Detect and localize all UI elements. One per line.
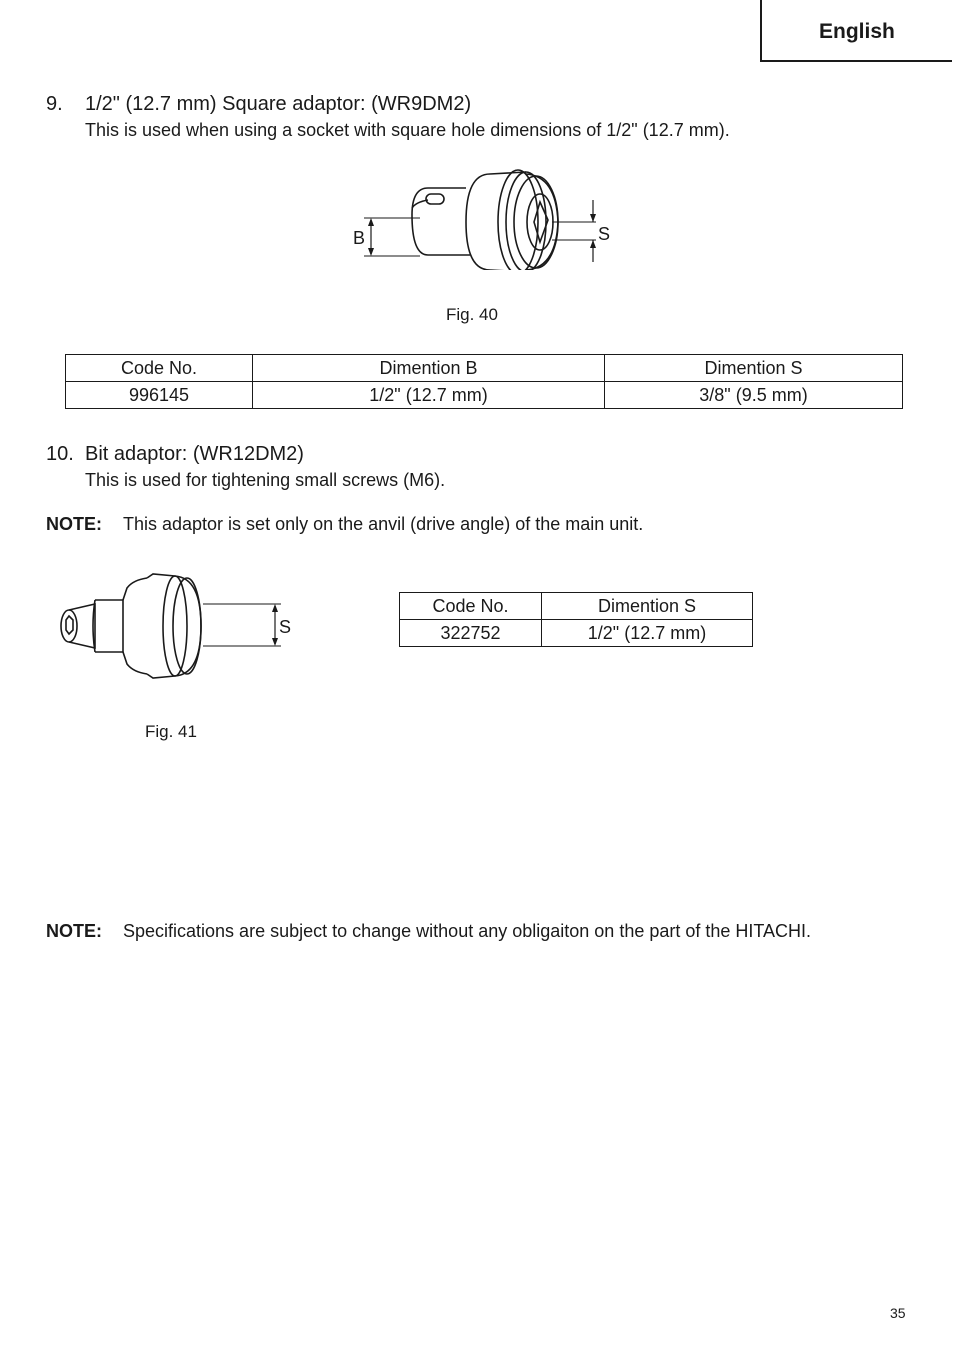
table-header: Dimention S: [542, 593, 753, 620]
table-header-row: [400, 593, 753, 620]
table-row: [400, 620, 753, 647]
table-cell: 3/8" (9.5 mm): [605, 382, 903, 409]
dimension-s-label: S: [598, 224, 611, 244]
section-9-title: 1/2" (12.7 mm) Square adaptor: (WR9DM2): [85, 93, 472, 115]
table-cell: 322752: [400, 620, 542, 647]
table-header: Dimention B: [253, 355, 605, 382]
table-cell: 1/2" (12.7 mm): [542, 620, 753, 647]
language-tab: [760, 0, 952, 62]
fig-40-caption: Fig. 40: [446, 305, 498, 324]
section-10-title: Bit adaptor: (WR12DM2): [85, 443, 304, 465]
table-header-row: [66, 355, 903, 382]
table-row: [66, 382, 903, 409]
dimension-b-label: B: [353, 228, 366, 248]
table-header: Dimention S: [605, 355, 903, 382]
fig-41-caption: Fig. 41: [145, 722, 197, 741]
language-label: English: [819, 20, 895, 43]
table-header: Code No.: [400, 593, 542, 620]
bit-adaptor-illustration: [55, 570, 305, 680]
section-10-description: This is used for tightening small screws (M6).: [85, 470, 446, 490]
section-10-number: 10.: [46, 443, 74, 465]
adaptor-spec-table: [65, 354, 903, 409]
table-cell: 996145: [66, 382, 253, 409]
table-header: Code No.: [66, 355, 253, 382]
section-9-description: This is used when using a socket with square hole dimensions of 1/2" (12.7 mm).: [85, 120, 730, 140]
note-text: This adaptor is set only on the anvil (drive angle) of the main unit.: [123, 514, 644, 534]
final-note-text: Specifications are subject to change without any obligaiton on the part of the HITACHI.: [123, 921, 812, 941]
page-number: 35: [890, 1305, 906, 1321]
square-adaptor-illustration: [340, 160, 630, 270]
section-9-number: 9.: [46, 93, 63, 115]
final-note-label: NOTE:: [46, 921, 102, 941]
note-label: NOTE:: [46, 514, 102, 534]
bit-adaptor-spec-table: [399, 592, 753, 647]
dimension-s-label: S: [279, 617, 292, 637]
table-cell: 1/2" (12.7 mm): [253, 382, 605, 409]
